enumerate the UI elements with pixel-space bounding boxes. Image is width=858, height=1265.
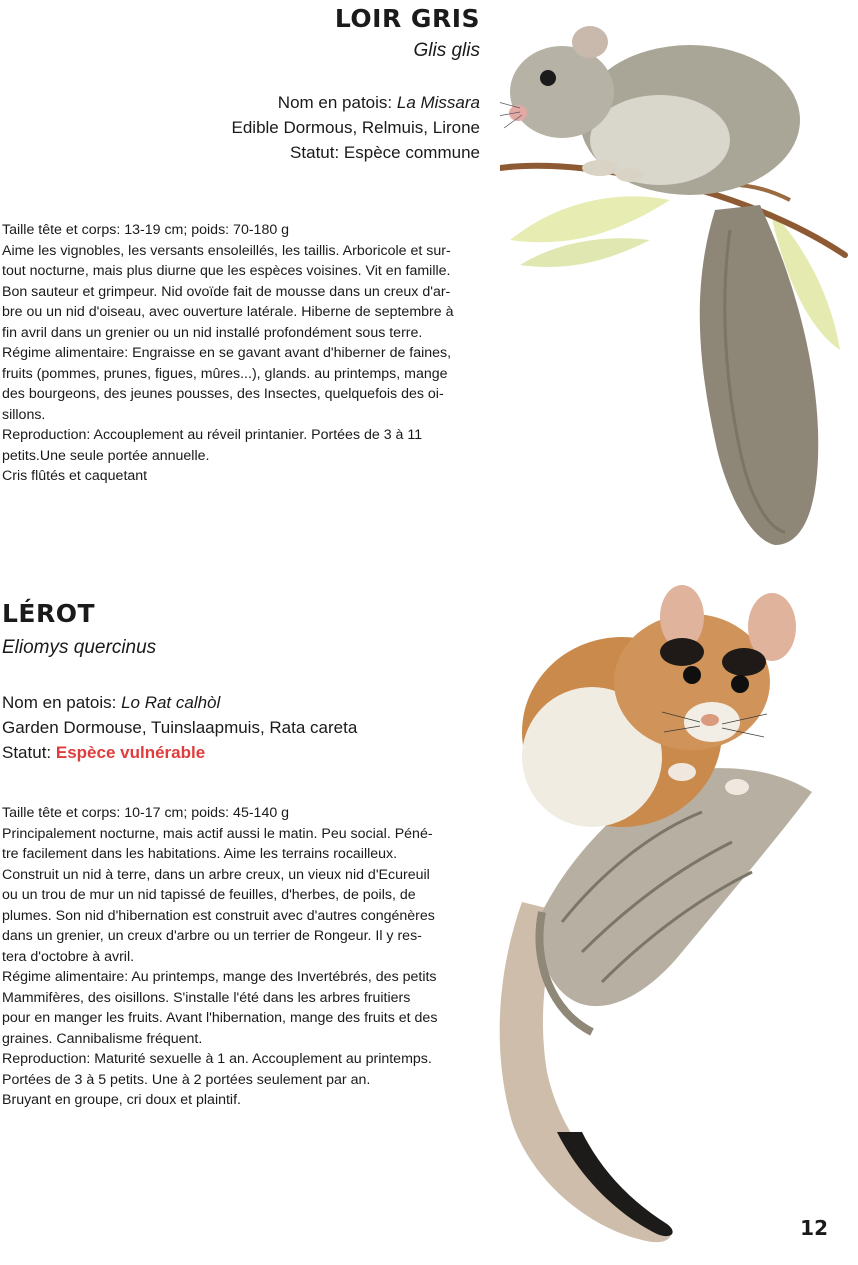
loir-gris-title: LOIR GRIS: [334, 4, 480, 33]
description-line: petits.Une seule portée annuelle.: [2, 447, 210, 464]
loir-gris-other-names: Edible Dormous, Relmuis, Lirone: [231, 118, 480, 137]
lerot-info: [2, 690, 357, 765]
description-line: Mammifères, des oisillons. S'installe l'été dans les arbres fruitiers: [2, 989, 411, 1006]
description-line: Portées de 3 à 5 petits. Une à 2 portées seulement par an.: [2, 1071, 371, 1088]
description-line: Bruyant en groupe, cri doux et plaintif.: [2, 1092, 241, 1108]
description-line: ou un trou de mur un nid tapissé de feuilles, d'herbes, de poils, de: [2, 887, 416, 903]
description-line: tout nocturne, mais plus diurne que les espèces voisines. Vit en famille.: [2, 263, 451, 279]
description-line: bre ou un nid d'oiseau, avec ouverture latérale. Hiberne de septembre à: [2, 304, 454, 320]
loir-gris-patois: [232, 90, 481, 115]
status-label: Statut:: [290, 143, 344, 162]
description-line: dans un grenier, un creux d'arbre ou un terrier de Rongeur. Il y res-: [2, 928, 422, 944]
description-line: fin avril dans un grenier ou un nid installé profondément sous terre.: [2, 324, 423, 341]
lerot-patois: [2, 690, 357, 715]
loir-gris-status: [232, 140, 481, 165]
loir-gris-info: [232, 90, 481, 165]
lerot-description: [2, 803, 486, 1111]
loir-gris-scientific-name: Glis glis: [413, 40, 480, 61]
description-line: Régime alimentaire: Engraisse en se gavant avant d'hiberner de faines,: [2, 345, 452, 361]
description-line: pour en manger les fruits. Avant l'hibernation, mange des fruits et des: [2, 1010, 438, 1026]
description-line: Principalement nocturne, mais actif aussi le matin. Peu social. Péné-: [2, 825, 433, 842]
description-line: Taille tête et corps: 13-19 cm; poids: 70-180 g: [2, 222, 290, 238]
description-line: Régime alimentaire: Au printemps, mange des Invertébrés, des petits: [2, 969, 437, 985]
description-line: Cris flûtés et caquetant: [2, 468, 148, 484]
patois-label: Nom en patois:: [277, 93, 397, 112]
description-line: tre facilement dans les habitations. Aime les terrains rocailleux.: [2, 846, 398, 862]
lerot-other-names: Garden Dormouse, Tuinslaapmuis, Rata careta: [2, 718, 358, 737]
description-line: sillons.: [2, 406, 46, 423]
edible-dormouse-illustration: [500, 10, 850, 555]
status-label: Statut:: [2, 743, 56, 762]
description-line: Construit un nid à terre, dans un arbre creux, un vieux nid d'Ecureuil: [2, 866, 430, 883]
patois-name: Lo Rat calhòl: [121, 693, 221, 712]
description-line: Aime les vignobles, les versants ensoleillés, les taillis. Arboricole et sur-: [2, 242, 451, 259]
lerot-title: LÉROT: [2, 599, 96, 628]
garden-dormouse-illustration: [482, 572, 852, 1252]
lerot-status: [2, 740, 357, 765]
description-line: Taille tête et corps: 10-17 cm; poids: 45-140 g: [2, 805, 290, 821]
description-line: graines. Cannibalisme fréquent.: [2, 1030, 203, 1047]
status-value-vulnerable: Espèce vulnérable: [55, 743, 206, 762]
patois-label: Nom en patois:: [2, 693, 122, 712]
description-line: Reproduction: Accouplement au réveil printanier. Portées de 3 à 11: [2, 427, 423, 443]
lerot-scientific-name: Eliomys quercinus: [2, 637, 157, 658]
loir-gris-description: [2, 220, 502, 487]
description-line: plumes. Son nid d'hibernation est construit avec d'autres congénères: [2, 907, 435, 924]
page-number: 12: [800, 1216, 828, 1240]
patois-name: La Missara: [396, 93, 480, 112]
description-line: tera d'octobre à avril.: [2, 948, 135, 965]
description-line: Reproduction: Maturité sexuelle à 1 an. Accouplement au printemps.: [2, 1051, 432, 1067]
description-line: fruits (pommes, prunes, figues, mûres...), glands. au printemps, mange: [2, 365, 448, 382]
description-line: des bourgeons, des jeunes pousses, des Insectes, quelquefois des oi-: [2, 386, 444, 402]
description-line: Bon sauteur et grimpeur. Nid ovoïde fait de mousse dans un creux d'ar-: [2, 283, 451, 300]
status-value: Espèce commune: [343, 143, 480, 162]
